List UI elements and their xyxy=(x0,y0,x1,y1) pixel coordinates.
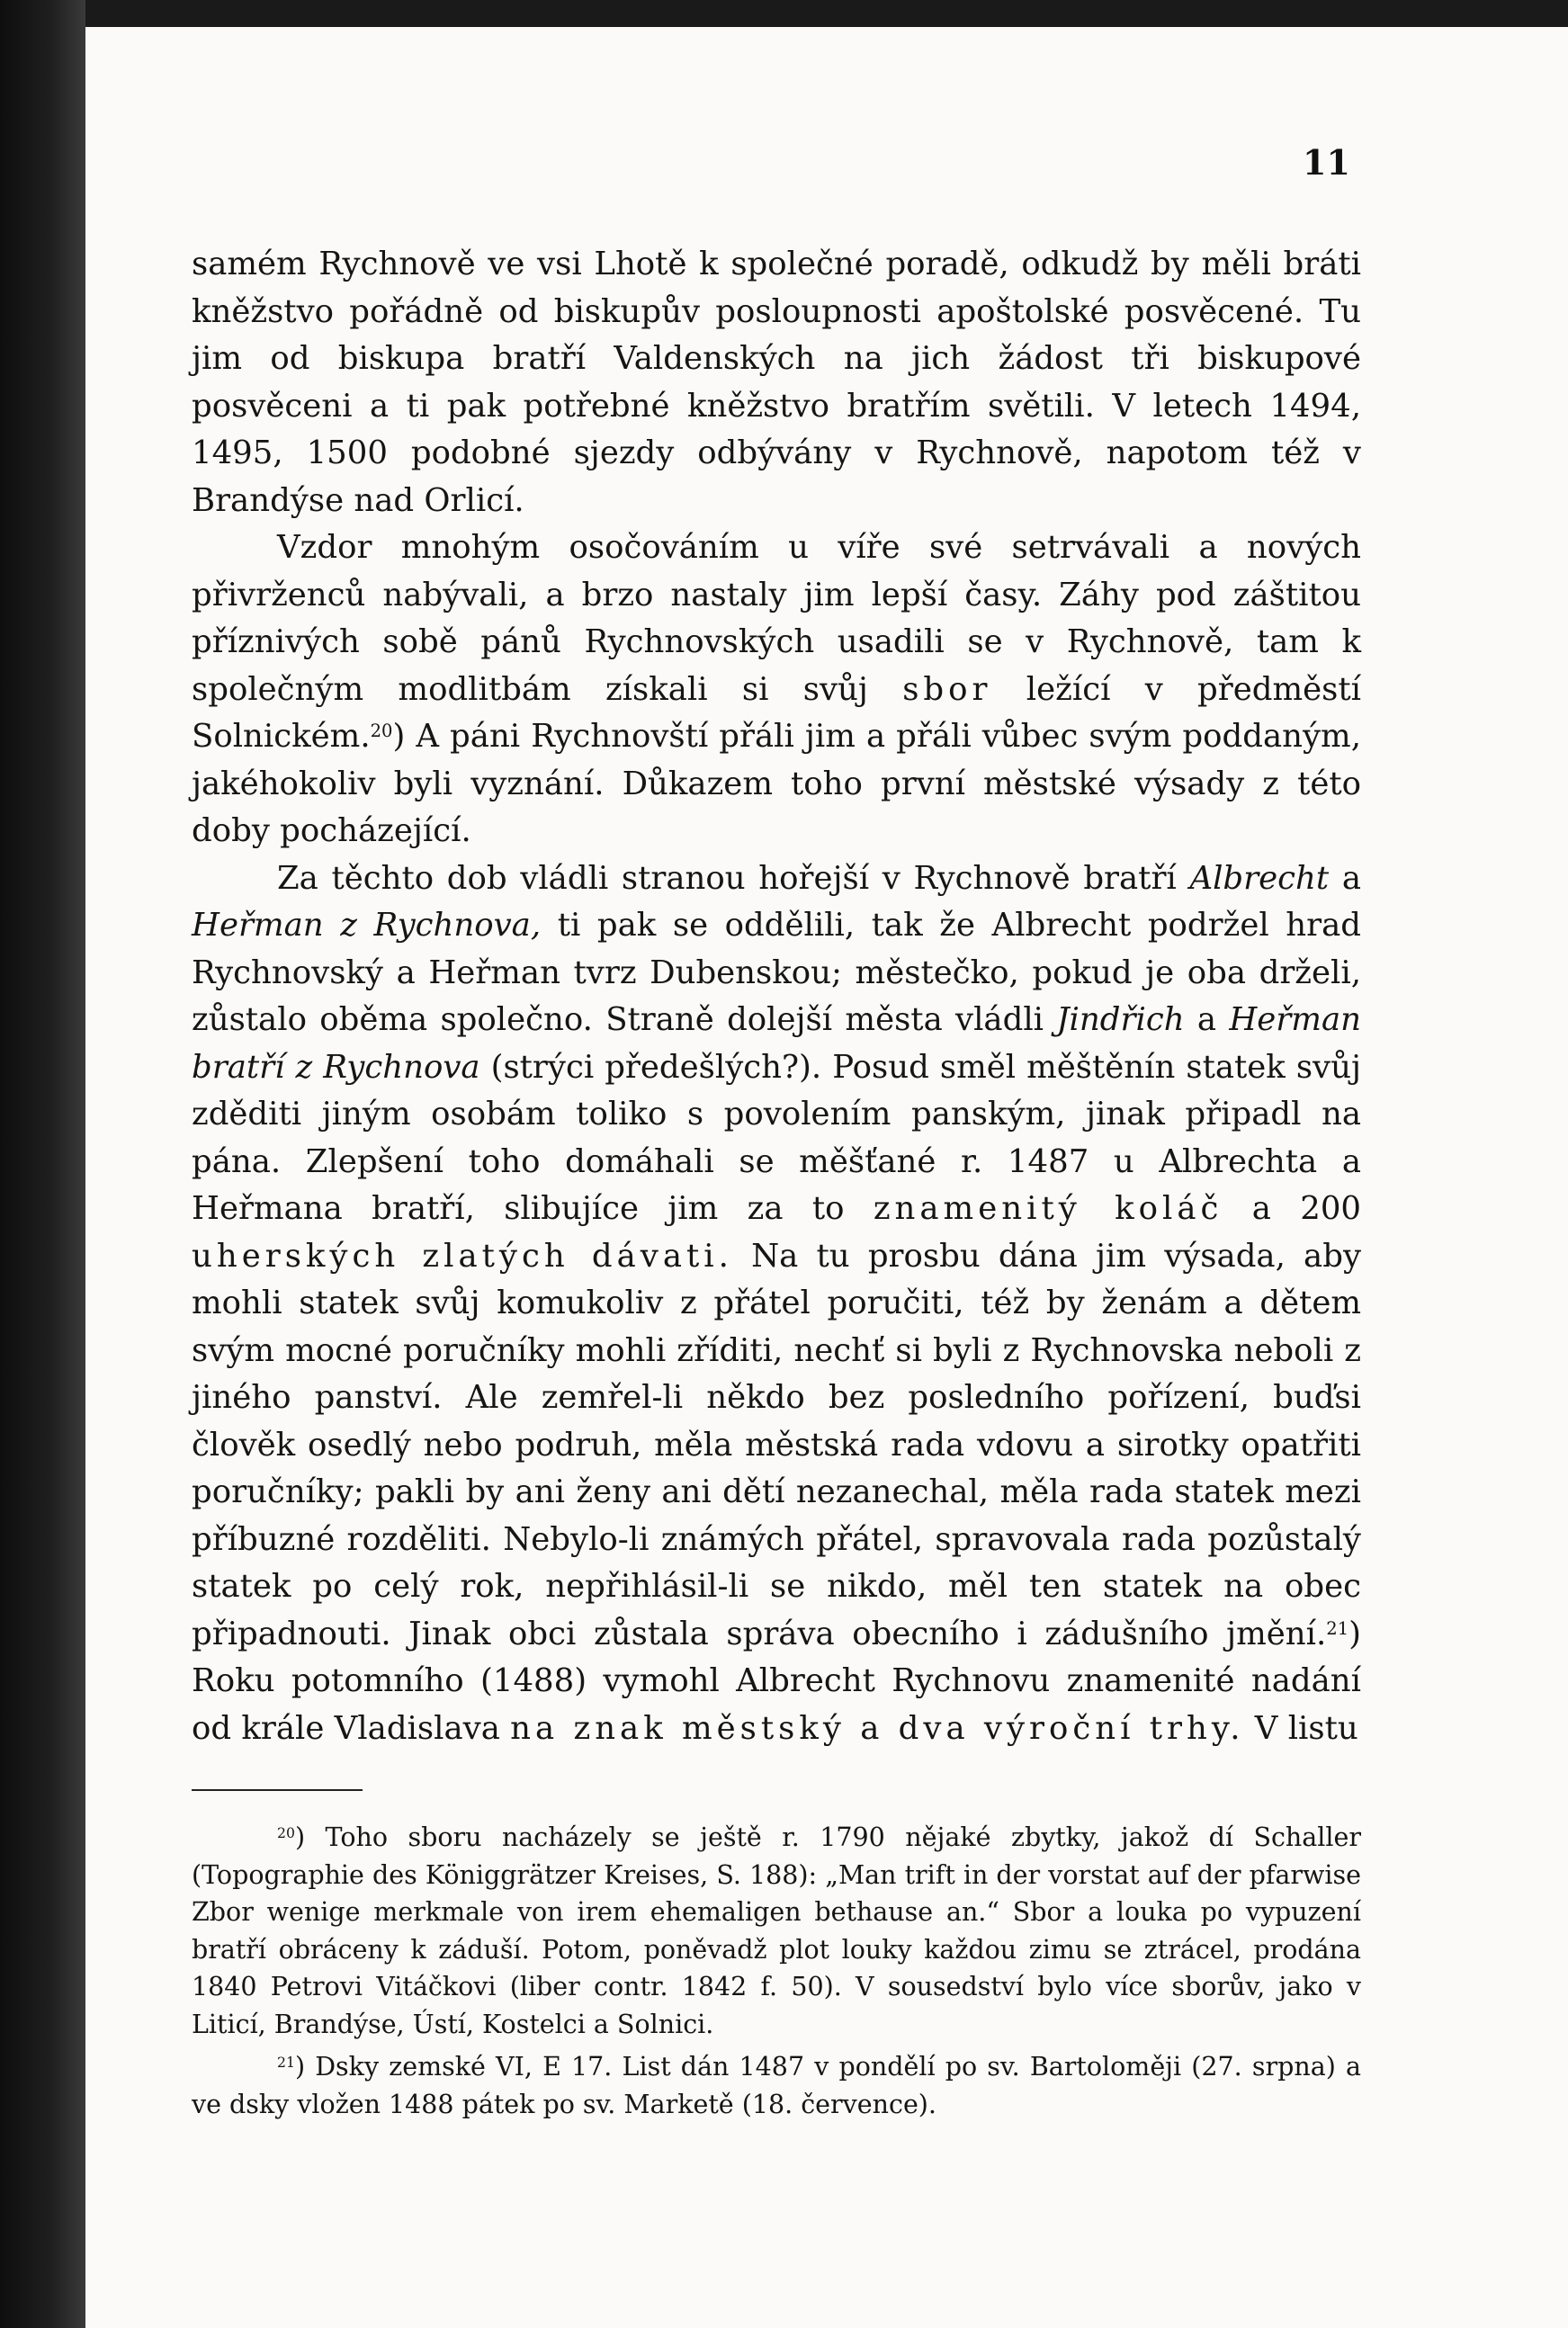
footnote-21-text: ) Dsky zemské VI, E 17. List dán 1487 v pondělí po sv. Bartoloměji (27. srpna) a ve dsky vložen 1488 pátek po sv. Marketě (18. července). xyxy=(192,2052,1361,2119)
paragraph-3-text-h: ) Roku potomního (1488) vymohl Albrecht Rychnovu znamenité nadání od krále Vladislava xyxy=(192,1615,1361,1747)
paragraph-2-text-c: ) A páni Rychnovští přáli jim a přáli vůbec svým poddaným, jakéhokoliv byli vyznání. Důkazem toho první městské výsady z této doby pocházející. xyxy=(192,718,1361,849)
book-page xyxy=(85,27,1568,2328)
name-albrecht: Albrecht xyxy=(1189,859,1330,897)
spaced-phrase-znak: na znak městský a dva výroční trhy. xyxy=(510,1709,1245,1747)
name-herman: Heřman z Rychnova, xyxy=(192,907,542,944)
footnote-20-number: 20 xyxy=(277,1824,295,1842)
paragraph-3-text-a: Za těchto dob vládli stranou hořejší v Rychnově bratří xyxy=(277,859,1177,897)
spaced-word-sbor: sbor xyxy=(902,670,992,708)
footnotes xyxy=(192,1819,1361,2123)
footnote-21-number: 21 xyxy=(277,2054,295,2072)
paragraph-3-text-e: (strýci předešlých?). Posud směl měštěnín statek svůj zděditi jiným osobám toliko s povolením panským, jinak připadl na pána. Zlepšení toho domáhali se měšťané r. 1487 u Albrechta a Heřmana bratří, slibujíce jim za to xyxy=(192,1048,1361,1227)
main-text xyxy=(192,241,1361,1752)
paragraph-1: samém Rychnově ve vsi Lhotě k společné poradě, odkudž by měli bráti kněžstvo pořádně od biskupův posloupnosti apoštolské posvěcené. Tu jim od biskupa bratří Valdenských na jich žádost tři biskupové posvěceni a ti pak potřebné kněžstvo bratřím světili. V letech 1494, 1495, 1500 podobné sjezdy odbývány v Rychnově, napotom též v Brandýse nad Orlicí. xyxy=(192,246,1361,519)
paragraph-2-text-a: Vzdor mnohým osočováním u víře své setrvávali a nových přivrženců nabývali, a brzo nastaly jim lepší časy. Záhy pod záštitou příznivých sobě pánů Rychnovských usadili se v Rychnově, tam k společným modlitbám získali si svůj xyxy=(192,529,1361,708)
footnote-ref-21: 21 xyxy=(1326,1617,1349,1639)
paragraph-3-text-b: a xyxy=(1341,859,1361,897)
book-binding-edge xyxy=(0,0,85,2328)
page-number: 11 xyxy=(1303,142,1350,183)
name-jindrich: Jindřich xyxy=(1056,1001,1185,1038)
footnote-divider xyxy=(192,1789,363,1791)
footnote-21 xyxy=(192,2048,1361,2123)
spaced-phrase-kolac: znamenitý koláč xyxy=(873,1190,1223,1227)
paragraph-3-text-c: ti pak se oddělili, tak že Albrecht podržel hrad Rychnovský a Heřman tvrz Dubenskou; městečko, pokud je oba drželi, zůstalo oběma společno. Straně dolejší města vládli xyxy=(192,907,1361,1038)
paragraph-3 xyxy=(192,855,1361,1753)
footnote-20 xyxy=(192,1819,1361,2043)
paragraph-3-text-g: Na tu prosbu dána jim výsada, aby mohli statek svůj komukoliv z přátel poručiti, též by ženám a dětem svým mocné poručníky mohli zříditi, nechť si byli z Rychnovska neboli z jiného panství. Ale zemřel-li někdo bez posledního pořízení, buďsi člověk osedlý nebo podruh, měla městská rada vdovu a sirotky opatřiti poručníky; pakli by ani ženy ani dětí nezanechal, měla rada statek mezi příbuzné rozděliti. Nebylo-li známých přátel, spravovala rada pozůstalý statek po celý rok, nepřihlásil-li se nikdo, měl ten statek na obec připadnouti. Jinak obci zůstala správa obecního i zádušního jmění. xyxy=(192,1237,1361,1652)
paragraph-3-text-f: a 200 xyxy=(1251,1190,1361,1227)
footnote-ref-20: 20 xyxy=(370,721,393,742)
paragraph-3-text-d: a xyxy=(1196,1001,1217,1038)
name-herman-bratri: Heřman bratří z Rychnova xyxy=(192,1001,1361,1086)
spaced-phrase-zlatych: uherských zlatých dávati. xyxy=(192,1237,733,1275)
paragraph-2-text-b: ležící v předměstí Solnickém. xyxy=(192,670,1361,755)
paragraph-3-text-i: V listu xyxy=(1254,1709,1358,1747)
paragraph-2 xyxy=(192,524,1361,855)
footnote-20-text: ) Toho sboru nacházely se ještě r. 1790 nějaké zbytky, jakož dí Schaller (Topographie des Königgrätzer Kreises, S. 188): „Man trift in der vorstat auf der pfarwise Zbor wenige merkmale von irem ehemaligen bethause an.“ Sbor a louka po vypuzení bratří obráceny k záduší. Potom, poněvadž plot louky každou zimu se ztrácel, prodána 1840 Petrovi Vitáčkovi (liber contr. 1842 f. 50). V sousedství bylo více sborův, jako v Liticí, Brandýse, Ústí, Kostelci a Solnici. xyxy=(192,1822,1361,2039)
